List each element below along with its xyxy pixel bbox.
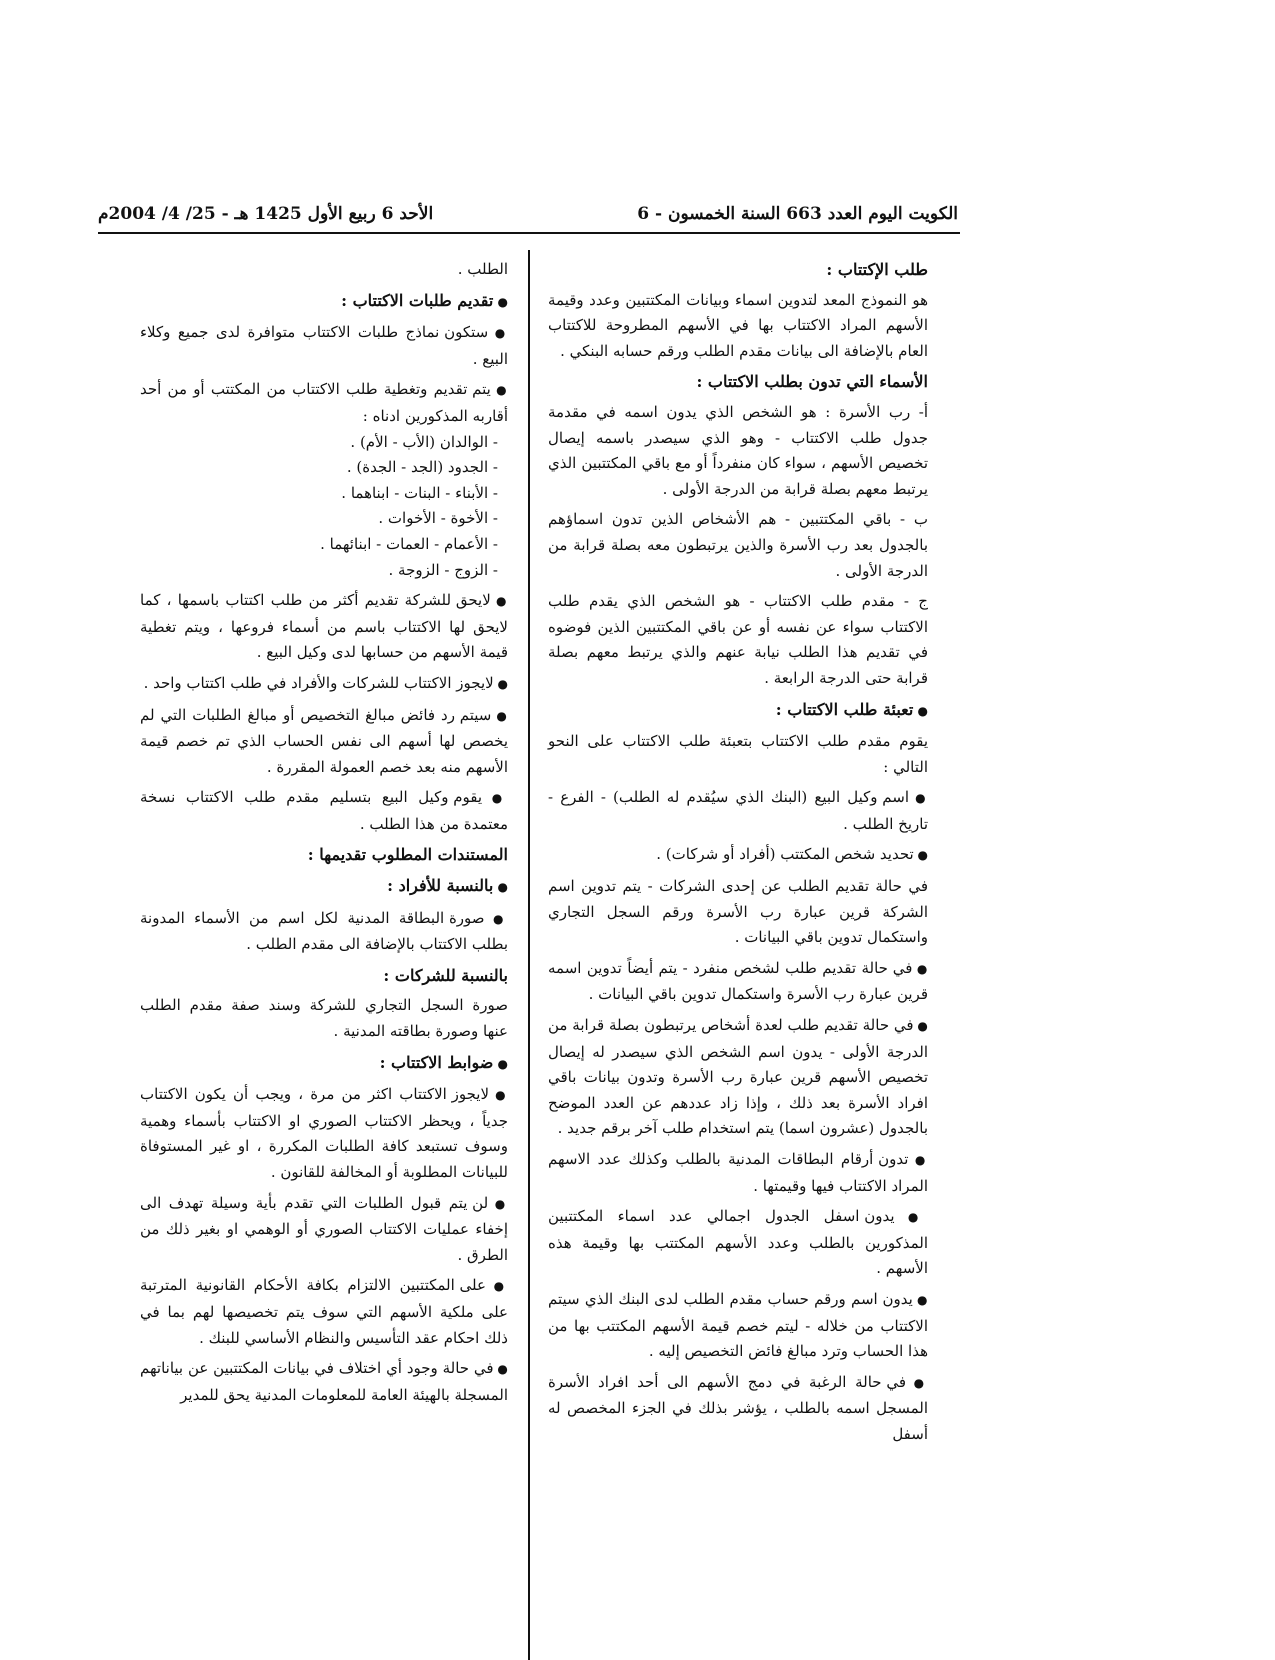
paragraph: أ- رب الأسرة : هو الشخص الذي يدون اسمه في مقدمة جدول طلب الاكتتاب - وهو الذي سيصدر باسمه إيصال تخصيص الأسهم ، سواء كان منفرداً أو مع باقي المكتتبين الذي يرتبط معهم بصلة قرابة من الدرجة الأولى . (548, 402, 928, 498)
paragraph: في حالة تقديم الطلب عن إحدى الشركات - يتم تدوين اسم الشركة قرين عبارة رب الأسرة ورقم السجل التجاري واستكمال تدوين باقي البيانات . (548, 877, 928, 947)
column-divider (528, 250, 530, 1660)
paragraph: ● لن يتم قبول الطلبات التي تقدم بأية وسيلة تهدف الى إخفاء عمليات الاكتتاب الصوري أو الوهمي او بغير ذلك من الطرق . (140, 1191, 508, 1269)
right-column (548, 257, 928, 1448)
page-header (98, 200, 958, 230)
section-heading: المستندات المطلوب تقديمها : (307, 845, 508, 865)
paragraph: ● في حالة الرغبة في دمج الأسهم الى أحد افراد الأسرة المسجل اسمه بالطلب ، يؤشر بذلك في الجزء المخصص له أسفل (548, 1370, 928, 1448)
section-heading: ● تعبئة طلب الاكتتاب : (548, 697, 928, 725)
section-heading: بالنسبة للشركات : (383, 965, 508, 985)
paragraph: ● ستكون نماذج طلبات الاكتتاب متوافرة لدى جميع وكلاء البيع . (140, 320, 508, 372)
paragraph: ● لايحق للشركة تقديم أكثر من طلب اكتتاب باسمها ، كما لايحق لها الاكتتاب باسم من أسماء فروعها ، ويتم تغطية قيمة الأسهم من حسابها لدى وكيل البيع . (140, 588, 508, 666)
paragraph: - الأعمام - العمات - ابنائهما . (320, 534, 498, 553)
paragraph: صورة السجل التجاري للشركة وسند صفة مقدم الطلب عنها وصورة بطاقته المدنية . (140, 996, 508, 1041)
section-heading: ● تقديم طلبات الاكتتاب : (140, 288, 508, 316)
paragraph: ● اسم وكيل البيع (البنك الذي سيُقدم له الطلب) - الفرع - تاريخ الطلب . (548, 785, 928, 837)
paragraph: الطلب . (457, 260, 508, 278)
paragraph: ج - مقدم طلب الاكتتاب - هو الشخص الذي يقدم طلب الاكتتاب سواء عن نفسه أو عن باقي المكتتبين الذين فوضوه في تقديم هذا الطلب نيابة عنهم والذي يرتبط معهم بصلة قرابة حتى الدرجة الرابعة . (548, 592, 928, 687)
paragraph: ● سيتم رد فائض مبالغ التخصيص أو مبالغ الطلبات التي لم يخصص لها أسهم الى نفس الحساب الذي تم خصم قيمة الأسهم منه بعد خصم العمولة المقررة . (140, 703, 508, 781)
section-heading: طلب الإكتتاب : (826, 260, 928, 279)
paragraph: ب - باقي المكتتبين - هم الأشخاص الذين تدون اسماؤهم بالجدول بعد رب الأسرة والذين يرتبطون معه بصلة قرابة من الدرجة الأولى . (548, 510, 928, 580)
header-date: الأحد 6 ربيع الأول 1425 هـ - 25/ 4/ 2004م (98, 204, 434, 224)
paragraph: - الوالدان (الأب - الأم) . (350, 432, 498, 451)
paragraph: ● لايجوز الاكتتاب اكثر من مرة ، ويجب أن يكون الاكتتاب جدياً ، ويحظر الاكتتاب الصوري او الاكتتاب بأسماء وهمية وسوف تستبعد كافة الطلبات المكررة ، او غير المستوفاة للبيانات المطلوبة أو المخالفة للقانون . (140, 1082, 508, 1185)
paragraph: هو النموذج المعد لتدوين اسماء وبيانات المكتتبين وعدد وقيمة الأسهم المراد الاكتتاب بها في الأسهم المطروحة للاكتتاب العام بالإضافة الى بيانات مقدم الطلب ورقم حسابه البنكي . (548, 290, 928, 360)
paragraph: ● يتم تقديم وتغطية طلب الاكتتاب من المكتتب أو من أحد أقاربه المذكورين ادناه : (140, 377, 508, 429)
paragraph: ● في حالة تقديم طلب لعدة أشخاص يرتبطون بصلة قرابة من الدرجة الأولى - يدون اسم الشخص الذي سيصدر له إيصال تخصيص الأسهم قرين عبارة رب الأسرة وتدون بيانات باقي افراد الأسرة بعد ذلك ، وإذا زاد عددهم عن العدد الموضح بالجدول (عشرون اسما) يتم استخدام طلب آخر برقم جديد . (548, 1013, 928, 1142)
paragraph: - الأبناء - البنات - ابناهما . (341, 483, 498, 502)
paragraph: ● على المكتتبين الالتزام بكافة الأحكام القانونية المترتبة على ملكية الأسهم التي سوف يتم تخصيصها لهم بما في ذلك احكام عقد التأسيس والنظام الأساسي للبنك . (140, 1273, 508, 1351)
paragraph: ● في حالة تقديم طلب لشخص منفرد - يتم أيضاً تدوين اسمه قرين عبارة رب الأسرة واستكمال تدوين باقي البيانات . (548, 956, 928, 1008)
section-heading: الأسماء التي تدون بطلب الاكتتاب : (696, 372, 928, 392)
paragraph: ● تدون أرقام البطاقات المدنية بالطلب وكذلك عدد الاسهم المراد الاكتتاب فيها وقيمتها . (548, 1147, 928, 1199)
paragraph: - الأخوة - الأخوات . (378, 509, 498, 528)
paragraph: ● لايجوز الاكتتاب للشركات والأفراد في طلب اكتتاب واحد . (140, 671, 508, 698)
paragraph: يقوم مقدم طلب الاكتتاب بتعبئة طلب الاكتتاب على النحو التالي : (548, 732, 928, 776)
paragraph: ● يدون اسفل الجدول اجمالي عدد اسماء المكتتبين المذكورين بالطلب وعدد الأسهم المكتتب بها وقيمة هذه الأسهم . (548, 1204, 928, 1282)
paragraph: ● تحديد شخص المكتتب (أفراد أو شركات) . (548, 842, 928, 869)
paragraph: - الزوج - الزوجة . (388, 560, 498, 579)
paragraph: ● يقوم وكيل البيع بتسليم مقدم طلب الاكتتاب نسخة معتمدة من هذا الطلب . (140, 785, 508, 837)
paragraph: ● يدون اسم ورقم حساب مقدم الطلب لدى البنك الذي سيتم الاكتتاب من خلاله - ليتم خصم قيمة الأسهم المكتتب بها من هذا الحساب وترد مبالغ فائض التخصيص إليه . (548, 1287, 928, 1365)
paragraph: ● صورة البطاقة المدنية لكل اسم من الأسماء المدونة بطلب الاكتتاب بالإضافة الى مقدم الطلب . (140, 906, 508, 958)
header-rule (98, 232, 960, 234)
section-heading: ● ضوابط الاكتتاب : (140, 1050, 508, 1078)
paragraph: ● في حالة وجود أي اختلاف في بيانات المكتتبين عن بياناتهم المسجلة بالهيئة العامة للمعلومات المدنية يحق للمدير (140, 1356, 508, 1408)
header-issue-info: الكويت اليوم العدد 663 السنة الخمسون - 6 (637, 204, 958, 224)
paragraph: - الجدود (الجد - الجدة) . (346, 458, 498, 477)
left-column (140, 257, 508, 1408)
section-heading: ● بالنسبة للأفراد : (140, 873, 508, 901)
